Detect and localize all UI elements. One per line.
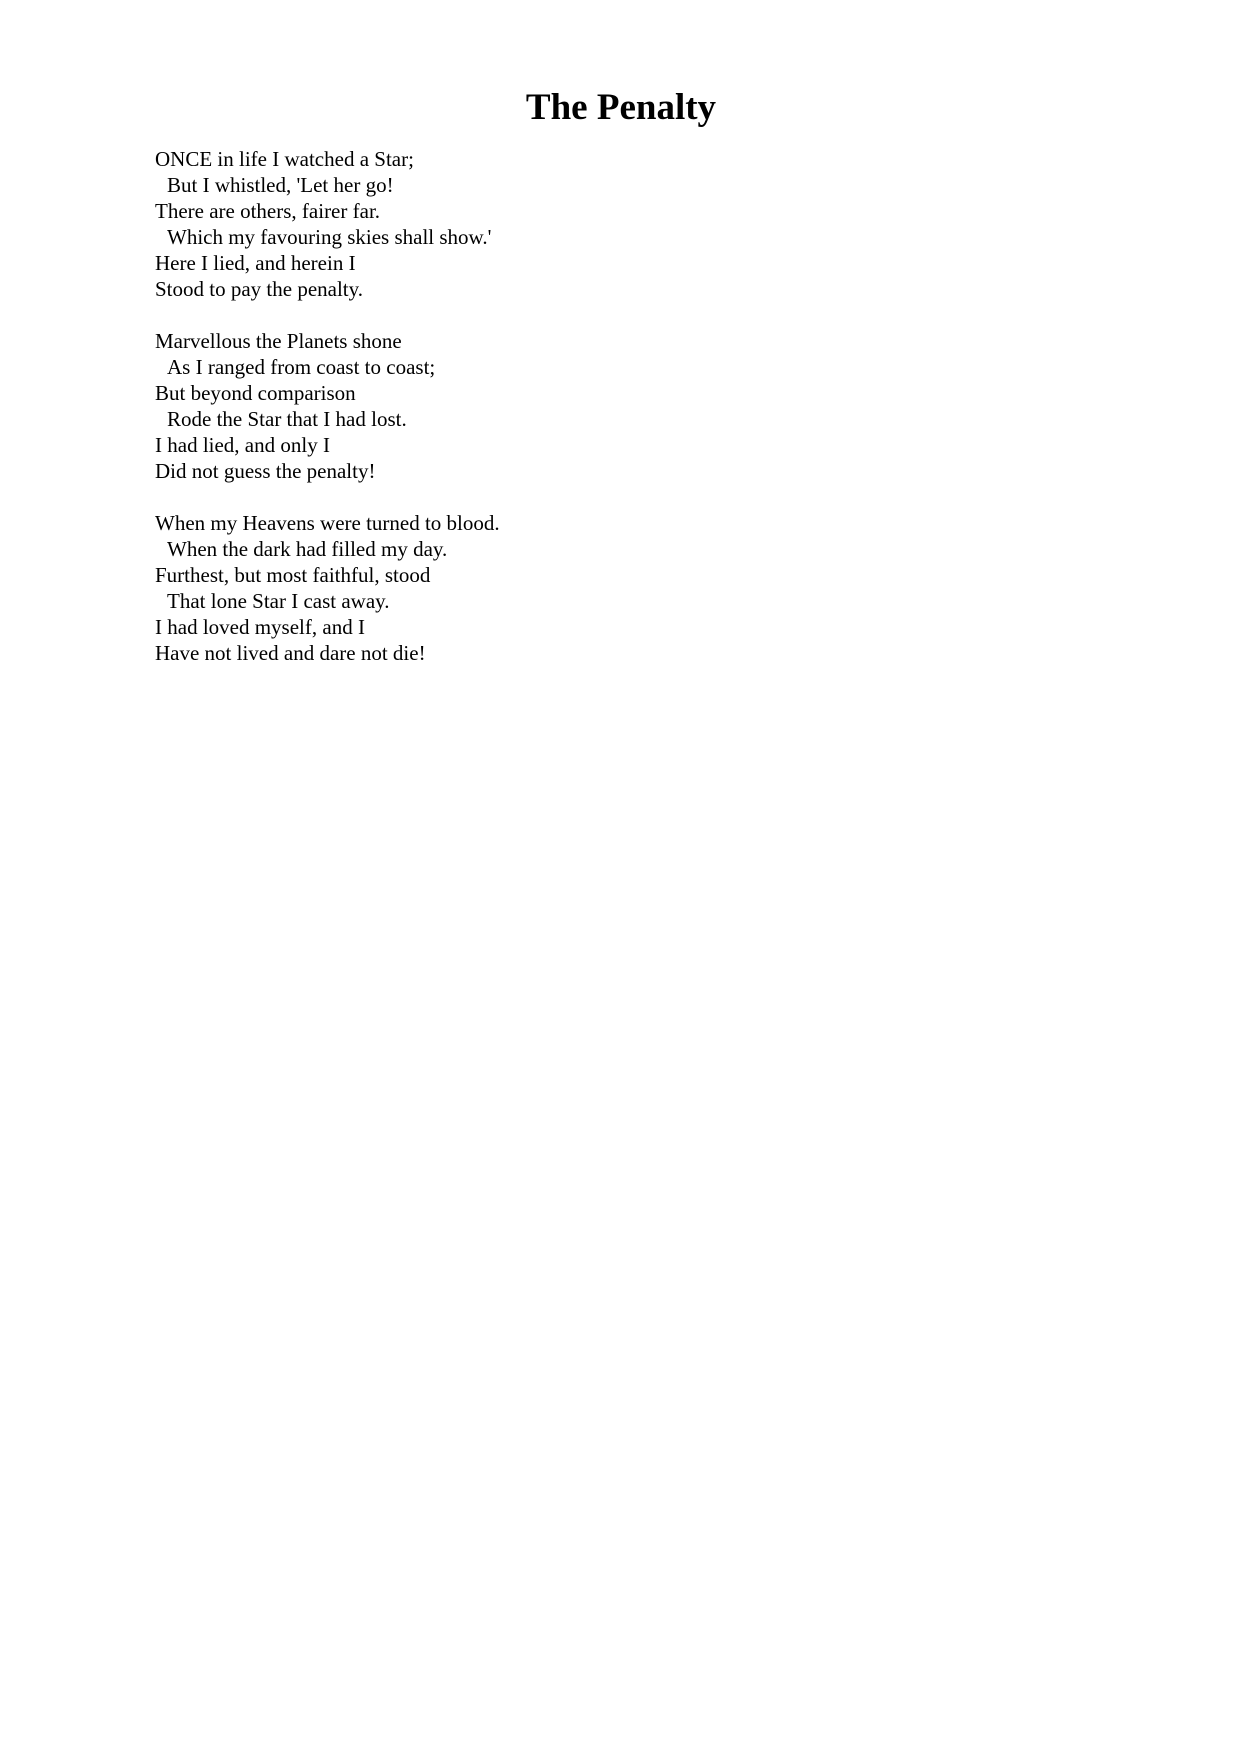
- poem-line: But I whistled, 'Let her go!: [167, 173, 394, 197]
- poem-body: [155, 146, 1055, 692]
- stanza-1: [155, 146, 1055, 302]
- poem-title: The Penalty: [525, 87, 717, 128]
- poem-line: When my Heavens were turned to blood.: [155, 511, 500, 535]
- poem-line: Furthest, but most faithful, stood: [155, 563, 431, 587]
- poem-line: I had lied, and only I: [155, 433, 330, 457]
- poem-line: Stood to pay the penalty.: [155, 277, 364, 301]
- poem-line: Did not guess the penalty!: [155, 459, 376, 483]
- poem-line: I had loved myself, and I: [155, 615, 365, 639]
- poem-line: When the dark had filled my day.: [167, 537, 448, 561]
- poem-line: ONCE in life I watched a Star;: [155, 147, 414, 171]
- poem-line: As I ranged from coast to coast;: [167, 355, 436, 379]
- poem-line: There are others, fairer far.: [155, 199, 381, 223]
- stanza-2: [155, 328, 1055, 484]
- poem-line: Have not lived and dare not die!: [155, 641, 426, 665]
- poem-line: Which my favouring skies shall show.': [167, 225, 492, 249]
- poem-line: Rode the Star that I had lost.: [167, 407, 407, 431]
- poem-line: But beyond comparison: [155, 381, 356, 405]
- stanza-3: [155, 510, 1055, 666]
- poem-line: That lone Star I cast away.: [167, 589, 390, 613]
- poem-line: Marvellous the Planets shone: [155, 329, 402, 353]
- poem-line: Here I lied, and herein I: [155, 251, 356, 275]
